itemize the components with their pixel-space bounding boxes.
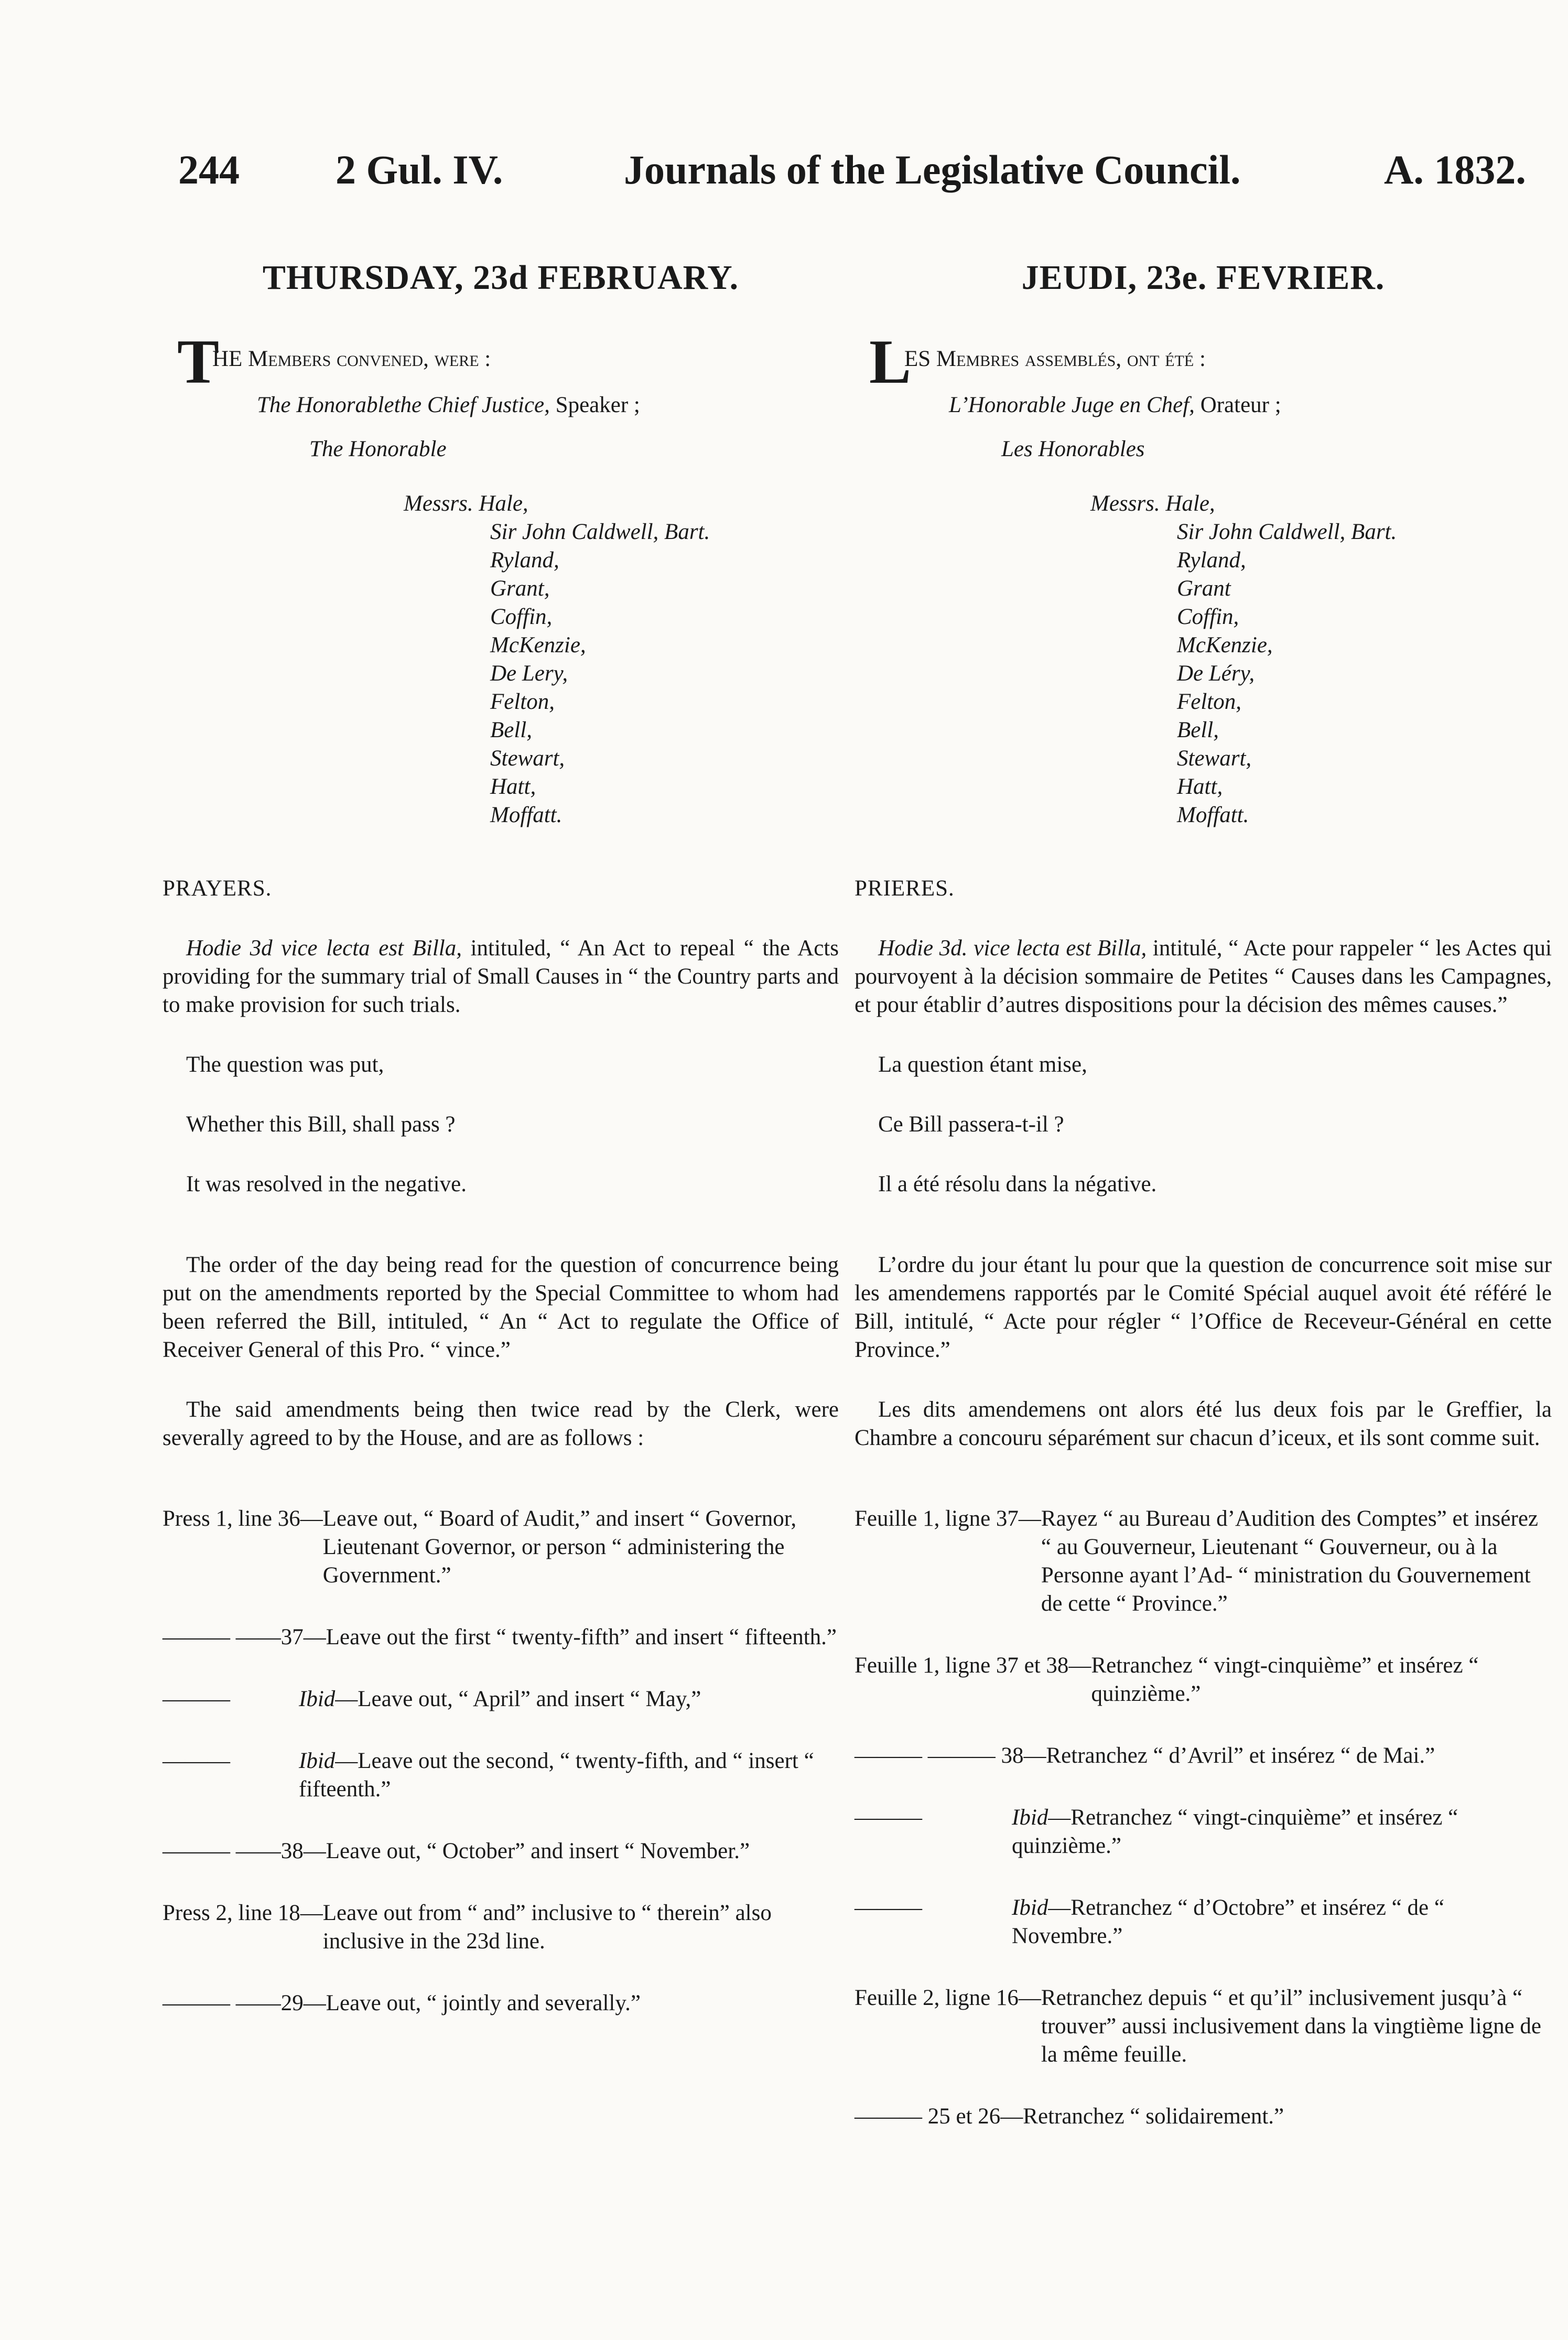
ibid-label: Ibid [299, 1687, 336, 1711]
order-of-day-paragraph: L’ordre du jour étant lu pour que la question de concurrence soit mise sur les amendemens rapportés par le Comité Spécial auquel avoit été référé le Bill, intitulé, “ Acte pour régler “ l’Office de Receveur-Général en cette Province.” [855, 1253, 1552, 1362]
amendment-text: Leave out, “ Board of Audit,” and insert “ Governor, Lieutenant Governor, or person “ administering the Government.” [322, 1506, 797, 1588]
member-item: Hatt, [1177, 774, 1223, 799]
question-pass: Whether this Bill, shall pass ? [186, 1112, 456, 1137]
member-item: Stewart, [490, 746, 565, 771]
english-column [163, 257, 839, 2018]
honorable-label: Les Honorables [1001, 437, 1145, 461]
amendment-ref: ——— [855, 1895, 922, 1920]
member-item: McKenzie, [490, 633, 586, 657]
member-item: Stewart, [1177, 746, 1252, 771]
amendment-item [855, 2102, 1552, 2131]
amendment-text: Rayez “ au Bureau d’Audition des Comptes” et insérez “ au Gouverneur, Lieutenant “ Gouverneur, ou à la Personne ayant l’Ad- “ ministration du Gouvernement de cette “ Province.” [1041, 1506, 1538, 1616]
amendment-ref: Feuille 2, ligne 16— [855, 1986, 1041, 2010]
amendment-text: Leave out, “ October” and insert “ November.” [326, 1839, 750, 1863]
prayers-heading: PRIERES. [855, 876, 955, 901]
members-list [855, 490, 1552, 829]
speaker-line [163, 391, 839, 419]
amendment-ref: ——— ——38— [163, 1839, 326, 1863]
amendment-item [163, 1623, 839, 1652]
convened-text: ES Membres assemblés, ont été : [904, 347, 1206, 371]
members-prefix: Messrs. [1090, 491, 1160, 516]
amendment-text: —Leave out the second, “ twenty-fifth, and “ insert “ fifteenth.” [299, 1749, 814, 1802]
amendment-item [163, 1899, 839, 1956]
speaker-line [855, 391, 1552, 419]
amendment-ref: Press 2, line 18— [163, 1901, 323, 1925]
member-item: Moffatt. [1177, 803, 1249, 827]
amendment-text: Leave out, “ jointly and severally.” [326, 1991, 641, 2015]
amendment-ref: ——— [163, 1749, 230, 1773]
amendment-item [855, 1742, 1552, 1770]
amendment-item [855, 1894, 1552, 1950]
amendment-text: —Retranchez “ d’Octobre” et insérez “ de “ Novembre.” [1012, 1895, 1444, 1948]
amendment-item [163, 1747, 839, 1804]
member-name: Hale, [1165, 491, 1215, 516]
amendment-text: Retranchez “ solidairement.” [1023, 2104, 1284, 2129]
hodie-latin: Hodie 3d. vice lecta est Billa, [878, 936, 1147, 961]
date-heading: JEUDI, 23e. FEVRIER. [1021, 258, 1385, 297]
member-item: Sir John Caldwell, Bart. [1177, 520, 1397, 544]
speaker-role: Speaker ; [549, 393, 640, 417]
hodie-latin: Hodie 3d vice lecta est Billa, [186, 936, 462, 961]
order-of-day-paragraph: The order of the day being read for the question of concurrence being put on the amendments reported by the Special Committee to whom had been referred the Bill, intituled, “ An “ Act to regulate the Office of Receiver General of this Pro. “ vince.” [163, 1253, 839, 1362]
amendment-text: Retranchez “ vingt-cinquième” et insérez “ quinzième.” [1091, 1653, 1479, 1706]
member-item: Coffin, [490, 605, 553, 629]
amendment-item [163, 1837, 839, 1865]
hodie-text: intituled, “ An Act to repeal “ the Acts providing for the summary trial of Small Causes in “ the Country parts and to make provision for such trials. [163, 936, 839, 1017]
amendment-ref: ——— ——37— [163, 1625, 326, 1649]
member-item: Ryland, [1177, 548, 1246, 573]
third-reading-paragraph [855, 934, 1552, 1019]
members-list [163, 490, 839, 829]
honorable-label: The Honorable [309, 437, 447, 461]
member-item: Coffin, [1177, 605, 1239, 629]
member-item: Felton, [1177, 689, 1241, 714]
amendment-item [855, 1984, 1552, 2069]
journal-year: A. 1832. [1384, 147, 1526, 192]
amendments-agreed-paragraph: The said amendments being then twice read by the Clerk, were severally agreed to by the House, and are as follows : [163, 1397, 839, 1450]
amendment-ref: ——— ——29— [163, 1991, 326, 2015]
question-put: The question was put, [186, 1052, 384, 1077]
amendment-item [855, 1804, 1552, 1860]
amendment-item [163, 1685, 839, 1713]
french-column [855, 257, 1552, 2131]
amendment-text: —Leave out, “ April” and insert “ May,” [335, 1687, 701, 1711]
ibid-label: Ibid [299, 1749, 336, 1773]
journal-title: Journals of the Legislative Council. [624, 147, 1241, 192]
question-pass: Ce Bill passera-t-il ? [878, 1112, 1064, 1137]
speaker-name: L’Honorable Juge en Chef, [949, 393, 1195, 417]
question-resolved: Il a été résolu dans la négative. [878, 1172, 1157, 1196]
member-item: Moffatt. [490, 803, 563, 827]
reign-year: 2 Gul. IV. [336, 147, 503, 192]
hodie-text: intitulé, “ Acte pour rappeler “ les Actes qui pourvoyent à la décision sommaire de Petites “ Causes dans les Campagnes, et pour établir d’autres dispositions pour la décision des mêmes causes.” [855, 936, 1552, 1017]
page-number: 244 [178, 147, 240, 192]
convened-text: HE Members convened, were : [212, 347, 491, 371]
member-item: Bell, [1177, 718, 1219, 742]
member-item [404, 490, 839, 518]
question-put: La question étant mise, [878, 1052, 1087, 1077]
member-item: De Lery, [490, 661, 568, 686]
ibid-label: Ibid [1012, 1805, 1048, 1830]
amendment-item [855, 1505, 1552, 1618]
member-item: Grant, [490, 576, 550, 601]
member-item: Ryland, [490, 548, 559, 573]
third-reading-paragraph [163, 934, 839, 1019]
amendment-text: Retranchez depuis “ et qu’il” inclusivement jusqu’à “ trouver” aussi inclusivement dans la vingtième ligne de la même feuille. [1041, 1986, 1542, 2067]
date-heading: THURSDAY, 23d FEBRUARY. [262, 258, 739, 297]
member-item [1090, 490, 1552, 518]
drop-cap: T [177, 327, 220, 396]
members-prefix: Messrs. [404, 491, 473, 516]
question-resolved: It was resolved in the negative. [186, 1172, 467, 1196]
amendment-ref: Press 1, line 36— [163, 1506, 323, 1531]
member-item: Grant [1177, 576, 1231, 601]
amendment-ref: ——— 25 et 26— [855, 2104, 1023, 2129]
amendment-ref: Feuille 1, ligne 37— [855, 1506, 1041, 1531]
amendment-ref: ——— ——— 38— [855, 1743, 1046, 1768]
ibid-label: Ibid [1012, 1895, 1048, 1920]
speaker-name: The Honorablethe Chief Justice, [257, 393, 550, 417]
amendment-item [163, 1505, 839, 1590]
amendment-text: Leave out from “ and” inclusive to “ therein” also inclusive in the 23d line. [322, 1901, 772, 1954]
amendment-ref: ——— [163, 1687, 230, 1711]
amendment-item [163, 1989, 839, 2018]
member-item: Felton, [490, 689, 555, 714]
prayers-heading: PRAYERS. [163, 876, 272, 901]
amendment-ref: ——— [855, 1805, 922, 1830]
amendments-agreed-paragraph: Les dits amendemens ont alors été lus deux fois par le Greffier, la Chambre a concouru séparément sur chacun d’iceux, et ils sont comme suit. [855, 1397, 1552, 1450]
amendment-item [855, 1652, 1552, 1708]
amendment-text: Leave out the first “ twenty-fifth” and insert “ fifteenth.” [326, 1625, 837, 1649]
speaker-role: Orateur ; [1194, 393, 1281, 417]
members-convened [855, 327, 1552, 396]
member-item: Sir John Caldwell, Bart. [490, 520, 710, 544]
member-item: Bell, [490, 718, 532, 742]
members-convened [163, 327, 839, 396]
member-item: McKenzie, [1177, 633, 1273, 657]
drop-cap: L [869, 327, 912, 396]
amendment-text: Retranchez “ d’Avril” et insérez “ de Mai.” [1046, 1743, 1435, 1768]
member-name: Hale, [479, 491, 528, 516]
amendment-ref: Feuille 1, ligne 37 et 38— [855, 1653, 1091, 1678]
member-item: De Léry, [1177, 661, 1255, 686]
member-item: Hatt, [490, 774, 536, 799]
amendment-text: —Retranchez “ vingt-cinquième” et insérez “ quinzième.” [1012, 1805, 1458, 1858]
